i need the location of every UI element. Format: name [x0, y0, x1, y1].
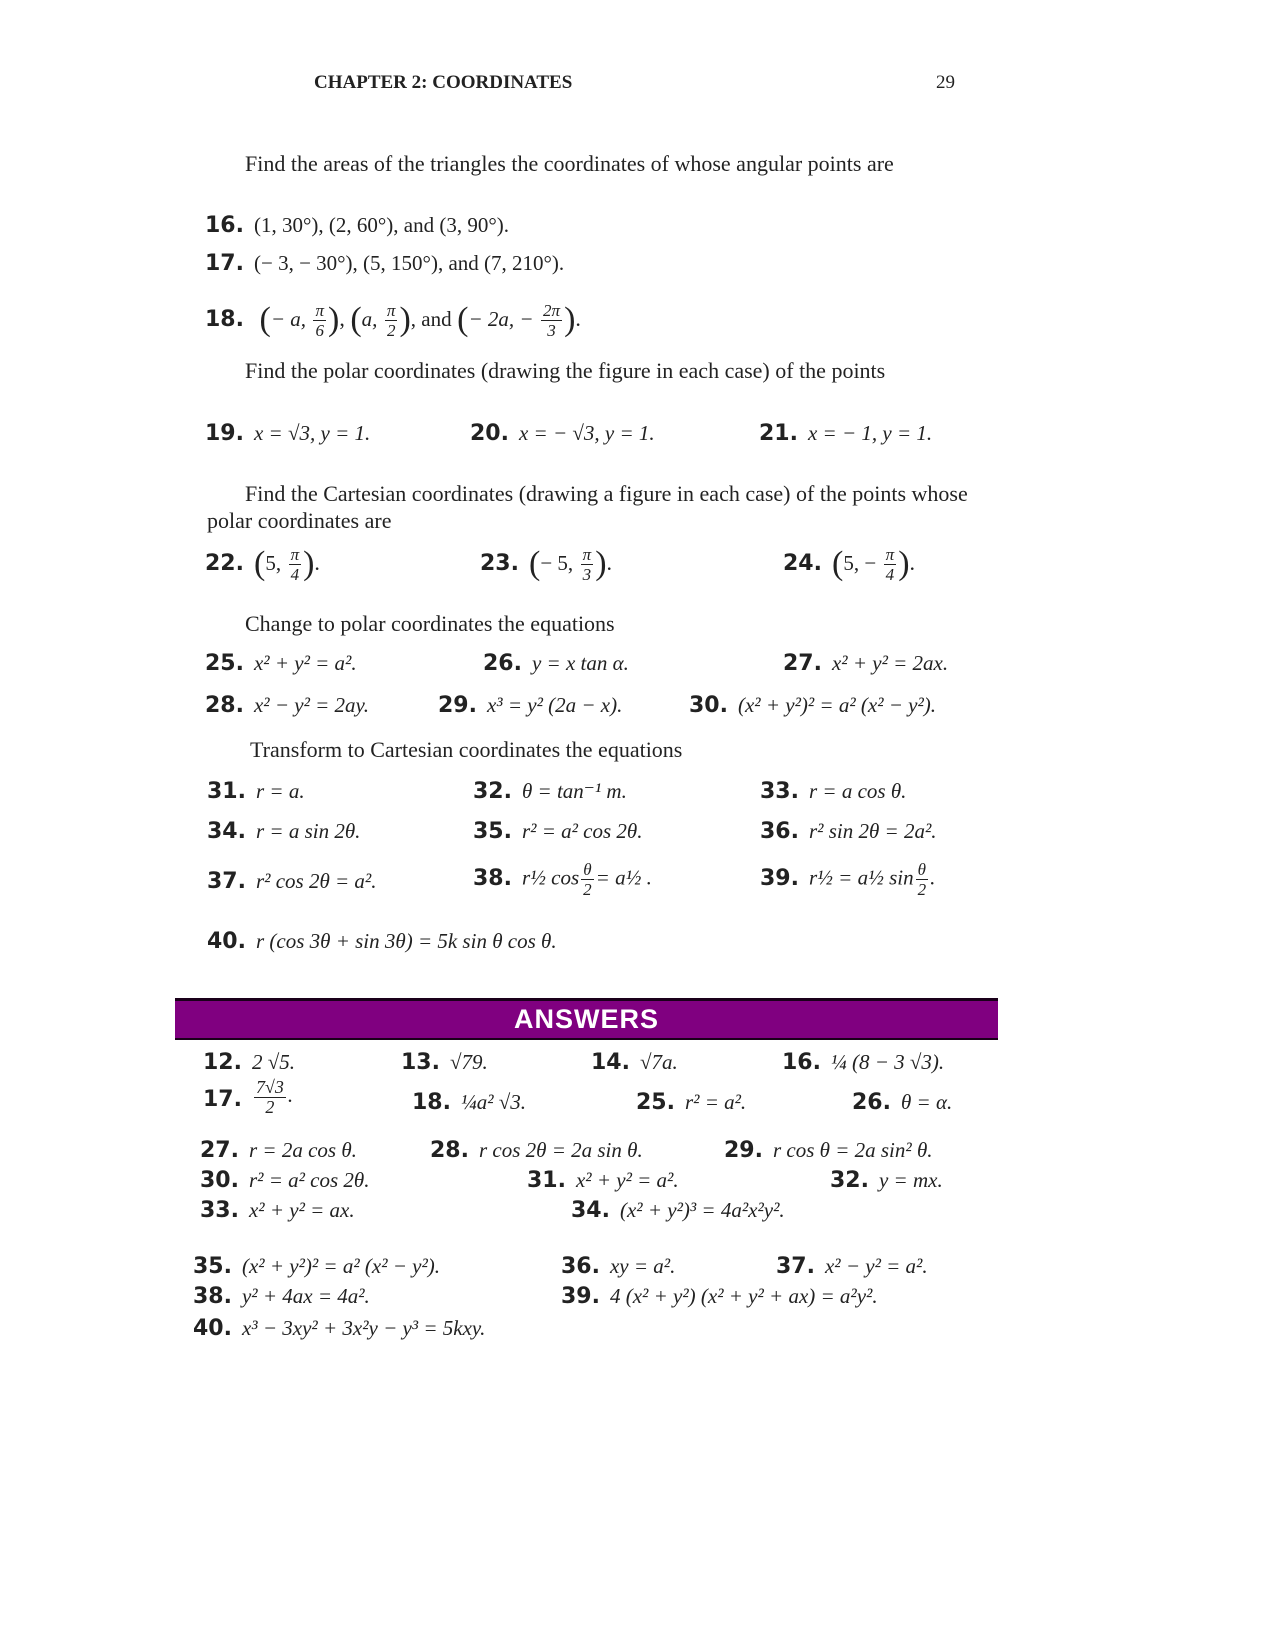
answer-12: 12. 2 √5.: [203, 1050, 296, 1075]
problem-17: [205, 250, 995, 286]
problem-20: 20. x = − √3, y = 1.: [470, 421, 655, 446]
problem-26: 26. y = x tan α.: [483, 651, 629, 676]
answer-31: 31. x² + y² = a².: [527, 1168, 679, 1193]
problems-19-21: [205, 420, 995, 456]
answer-28: 28. r cos 2θ = 2a sin θ.: [430, 1138, 643, 1163]
point-3-radius: − 2a, −: [468, 307, 534, 331]
section-polar-intro: Find the polar coordinates (drawing the figure in each case) of the points: [245, 358, 886, 383]
paren-open: (: [457, 301, 469, 338]
conjunction: , and: [410, 307, 452, 331]
section-cartesian-intro: Find the Cartesian coordinates (drawing a figure in each case) of the points whose polar coordinates are: [207, 481, 968, 533]
problem-40: 40. r (cos 3θ + sin 3θ) = 5k sin θ cos θ.: [207, 929, 557, 954]
problems-22-24: [205, 540, 995, 590]
problem-29: 29. x³ = y² (2a − x).: [438, 693, 623, 718]
answers-heading: ANSWERS: [513, 1004, 659, 1034]
problems-31-33: [205, 778, 995, 814]
problem-22: 22. (5, $\frac{\pi}{4}$ ).: [205, 545, 320, 585]
paren-close: ): [564, 301, 576, 338]
problem-31: 31. r = a.: [207, 779, 305, 804]
chapter-title: CHAPTER 2: COORDINATES: [314, 72, 573, 93]
problem-23: 23. (− 5, $\frac{\pi}{3}$ ).: [480, 545, 613, 585]
answer-16: 16. ¼ (8 − 3 √3).: [782, 1050, 945, 1075]
answer-39: 39. 4 (x² + y²) (x² + y² + ax) = a²y².: [561, 1284, 878, 1309]
problems-28-30: [205, 692, 995, 728]
answers-banner: [175, 998, 998, 1040]
answer-30: 30. r² = a² cos 2θ.: [200, 1168, 370, 1193]
paren-close: ): [328, 301, 340, 338]
section-change-to-polar-intro: Change to polar coordinates the equations: [245, 611, 615, 636]
answer-27: 27. r = 2a cos θ.: [200, 1138, 357, 1163]
problem-number: 18.: [205, 307, 244, 332]
answer-13: 13. √79.: [401, 1050, 488, 1075]
answer-17: 17. $\frac{7√3}{2}$ .: [203, 1077, 294, 1117]
problem-24: 24. (5, − $\frac{\pi}{4}$ ).: [783, 545, 916, 585]
problems-34-36: [205, 818, 995, 854]
problem-19: 19. x = √3, y = 1.: [205, 421, 371, 446]
section-transform-intro: Transform to Cartesian coordinates the equations: [250, 737, 683, 762]
problem-18: 18. (− a, $\frac{\pi}{6}$ ), (a, $\frac{\pi}{2}$ ), and (− 2a, − $\frac{2\pi}{3}$ ).: [205, 301, 581, 341]
answer-34: 34. (x² + y²)³ = 4a²x²y².: [571, 1198, 785, 1223]
problem-text: (− 3, − 30°), (5, 150°), and (7, 210°).: [253, 251, 565, 275]
answer-37: 37. x² − y² = a².: [776, 1254, 928, 1279]
problem-37: 37. r² cos 2θ = a².: [207, 869, 377, 894]
point-3-angle: $\frac{2\pi}{3}$: [543, 301, 561, 341]
point-1-radius: − a,: [270, 307, 306, 331]
problem-38: 38. r½ cos $\frac{\theta}{2}$ = a½ .: [473, 860, 652, 899]
paren-close: ): [399, 301, 411, 338]
answer-14: 14. √7a.: [591, 1050, 678, 1075]
section-areas-intro: Find the areas of the triangles the coordinates of whose angular points are: [245, 151, 894, 176]
problem-35: 35. r² = a² cos 2θ.: [473, 819, 643, 844]
answer-35: 35. (x² + y²)² = a² (x² − y²).: [193, 1254, 441, 1279]
problem-number: 17.: [205, 251, 244, 276]
answer-29: 29. r cos θ = 2a sin² θ.: [724, 1138, 933, 1163]
problem-16: [205, 212, 995, 248]
page-number: 29: [936, 72, 955, 93]
problem-text: (1, 30°), (2, 60°), and (3, 90°).: [253, 213, 509, 237]
problem-32: 32. θ = tan⁻¹ m.: [473, 779, 627, 804]
answer-38: 38. y² + 4ax = 4a².: [193, 1284, 370, 1309]
problems-37-39: [205, 860, 995, 910]
answer-26: 26. θ = α.: [852, 1090, 953, 1115]
problem-number: 16.: [205, 213, 244, 238]
answer-18: 18. ¼a² √3.: [412, 1090, 527, 1115]
paren-open: (: [350, 301, 362, 338]
problem-21: 21. x = − 1, y = 1.: [759, 421, 933, 446]
problem-28: 28. x² − y² = 2ay.: [205, 693, 369, 718]
problem-39: 39. r½ = a½ sin $\frac{\theta}{2}$ .: [760, 860, 936, 899]
problem-25: 25. x² + y² = a².: [205, 651, 357, 676]
problem-30: 30. (x² + y²)² = a² (x² − y²).: [689, 693, 937, 718]
paren-open: (: [259, 301, 271, 338]
point-2-angle: $\frac{\pi}{2}$: [386, 301, 396, 341]
problem-36: 36. r² sin 2θ = 2a².: [760, 819, 937, 844]
problems-25-27: [205, 650, 995, 686]
answer-32: 32. y = mx.: [830, 1168, 943, 1193]
answer-36: 36. xy = a².: [561, 1254, 676, 1279]
answer-40: 40. x³ − 3xy² + 3x²y − y³ = 5kxy.: [193, 1316, 486, 1341]
answer-33: 33. x² + y² = ax.: [200, 1198, 355, 1223]
problem-34: 34. r = a sin 2θ.: [207, 819, 361, 844]
answer-25: 25. r² = a².: [636, 1090, 747, 1115]
point-1-angle: $\frac{\pi}{6}$: [315, 301, 325, 341]
problem-27: 27. x² + y² = 2ax.: [783, 651, 949, 676]
problem-33: 33. r = a cos θ.: [760, 779, 907, 804]
point-2-radius: a,: [361, 307, 378, 331]
